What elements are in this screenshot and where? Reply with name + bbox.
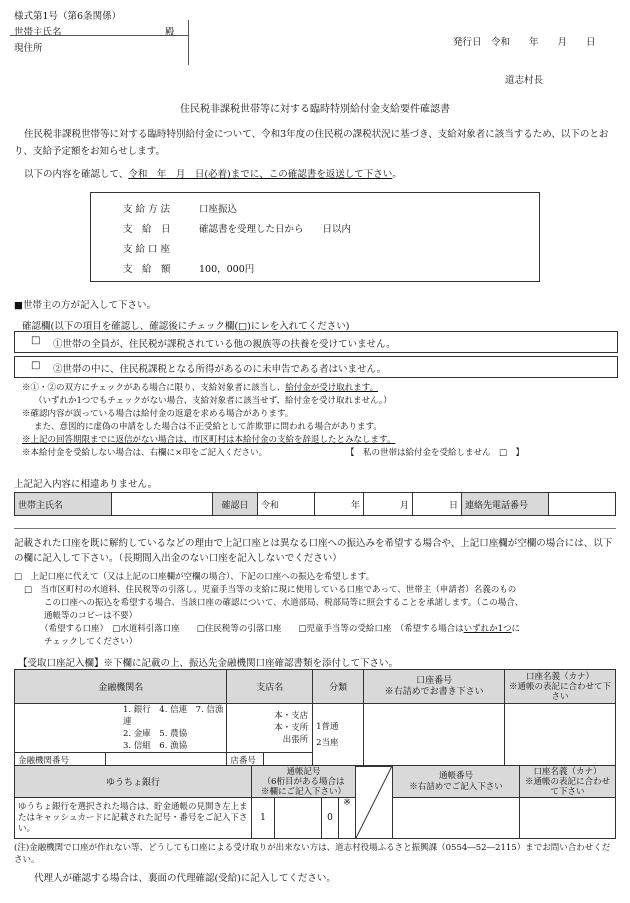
yucho-col-holder [520, 766, 616, 798]
note-3: また、意図的に虚偽の申請をした場合は不正受給として詐欺罪に問われる場合があります。 [34, 422, 382, 432]
change-option-2d[interactable] [40, 624, 520, 635]
bank-types-1: 1. 銀行 4. 信連 7. 信漁連 [123, 705, 224, 727]
check-item-1-text: ①世帯の全員が、住民税が課税されている他の親族等の扶養を受けていません。 [53, 339, 396, 350]
payment-date-value: 確認書を受理した日から 日以内 [199, 224, 352, 235]
col-account-title: 口座番号 [416, 675, 453, 686]
decline-checkbox[interactable]: 【 私の世帯は給付金を受給しません □ 】 [346, 448, 525, 458]
yucho-symbol-note1: （6桁目がある場合は [262, 776, 345, 787]
check-item-2-checkbox[interactable]: □ [31, 360, 41, 371]
option-2d-a: （希望する口座） □水道料引落口座 □住民税等の引落口座 □児童手当等の受給口座 （希望する場合は [40, 624, 464, 634]
yucho-symbol-first[interactable]: 1 [252, 798, 275, 839]
yucho-symbol-title: 通帳記号 [286, 766, 321, 777]
recipient-box-edge [188, 20, 189, 65]
change-option-2[interactable]: □ 当市区町村の水道料、住民税等の引落し、児童手当等の支給に現に使用している口座であって、世帯主（申請者）名義のもの [24, 585, 517, 595]
yucho-symbol-mark[interactable]: ※ [339, 798, 356, 839]
deadline-suffix: 。 [392, 169, 402, 180]
yucho-desc: ゆうちょ銀行を選択された場合は、貯金通帳の見開き左上またはキャッシュカードに記載された記号・番号をご記入下さい。 [15, 798, 252, 839]
yucho-symbol-middle[interactable] [275, 798, 322, 839]
payment-date-label: 支 給 日 [123, 224, 171, 235]
branch-types-1: 本・支店 [274, 711, 309, 721]
option-2d-b: に [511, 624, 521, 634]
branch-types-3: 出張所 [282, 735, 309, 745]
sign-year[interactable]: 年 [315, 493, 364, 516]
payment-info-box [90, 192, 540, 282]
branch-code-label: 店番号 [227, 753, 264, 767]
diagonal-line [356, 766, 392, 838]
account-type-options[interactable] [313, 704, 364, 767]
deadline-prefix: 以下の内容を確認して、 [24, 169, 129, 180]
yucho-number-title: 通帳番号 [438, 770, 473, 781]
deadline-text: 令和 年 月 日(必着)までに、この確認書を返送して下さい [128, 169, 393, 180]
sign-date-label: 確認日 [213, 493, 258, 516]
bank-types-3: 3. 信組 6. 漁協 [123, 741, 188, 751]
bank-types-2: 2. 金庫 5. 農協 [123, 729, 188, 739]
sign-phone-label: 連絡先電話番号 [462, 493, 549, 516]
issue-date: 発行日 令和 年 月 日 [453, 37, 596, 48]
recipient-underline [10, 35, 188, 36]
note-4: ※上記の回答期限までに返信がない場合は、市区町村は本給付金の支給を辞退したとみなします。 [22, 435, 396, 445]
footer-agent-note: 代理人が確認する場合は、裏面の代理確認(受給)に記入してください。 [34, 873, 336, 884]
yucho-number-note: ※右詰めでご記入下さい [409, 781, 503, 792]
yucho-symbol-last[interactable]: 0 [322, 798, 339, 839]
yucho-table [14, 765, 616, 839]
address-label: 現住所 [14, 43, 43, 54]
bank-type-options[interactable] [15, 704, 227, 753]
change-option-2e: チェックしてください） [44, 637, 138, 647]
section-head: ■世帯主の方が記入して下さい。 [14, 300, 156, 311]
note-1c: （いずれか1つでもチェックがない場合、支給対象者に該当せず、給付金を受け取れません。） [34, 396, 392, 406]
payment-method-label: 支 給 方 法 [123, 204, 171, 215]
check-item-1-checkbox[interactable]: □ [31, 335, 41, 346]
branch-type-options[interactable] [227, 704, 313, 753]
yucho-col-number [393, 766, 520, 798]
note-2: ※確認内容が誤っている場合は給付金の返還を求める場合があります。 [22, 409, 294, 419]
yucho-holder-note: ※通帳の表記に合わせて下さい [524, 776, 610, 797]
type-1: 1普通 [316, 722, 339, 732]
sign-day[interactable]: 日 [413, 493, 462, 516]
intro-paragraph: 住民税非課税世帯等に対する臨時特別給付金について、令和3年度の住民税の課税状況に基づき、支給対象者に該当するため、以下のとおり、支給予定額をお知らせします。 [14, 129, 609, 157]
yucho-holder-field[interactable] [520, 798, 616, 839]
sign-name-field[interactable] [112, 493, 213, 516]
yucho-col-symbol [252, 766, 356, 798]
check-item-2 [14, 356, 618, 378]
yucho-symbol-note2: ※欄にご記入下さい） [260, 786, 346, 797]
change-option-1[interactable]: □ 上記口座に代えて（又は上記の口座欄が空欄の場合）、下記の口座への振込を希望します。 [14, 572, 375, 582]
sign-row [14, 492, 616, 516]
col-account [364, 670, 505, 704]
holder-field[interactable] [505, 704, 616, 767]
recipient-label: 世帯主氏名 [14, 27, 62, 38]
note-1a: ※①・②の双方にチェックがある場合に限り、支給対象者に該当し、 [22, 383, 286, 393]
confirm-head: 確認欄(以下の項目を確認し、確認後にチェック欄(□)にレを入れてください) [22, 321, 350, 332]
note-1b: 給付金が受け取れます。 [285, 383, 379, 393]
bank-head: 【受取口座記入欄】※下欄に記載の上、振込先金融機関口座確認書類を添付して下さい。 [18, 658, 399, 669]
col-bank: 金融機関名 [15, 670, 227, 704]
intro-deadline-line [24, 166, 402, 180]
check-item-2-text: ②世帯の中に、住民税課税となる所得があるのに未申告である者はいません。 [53, 364, 387, 375]
col-branch: 支店名 [227, 670, 313, 704]
bank-table [14, 669, 616, 767]
change-paragraph: 記載された口座を既に解約しているなどの理由で上記口座とは異なる口座への振込みを希望する場合や、上記口座欄が空欄の場合には、以下の欄に記入して下さい。（長期間入出金のない口座を記入しないでください） [14, 538, 613, 564]
confirm-statement: 上記記入内容に相違ありません。 [14, 479, 158, 490]
branch-types-2: 本・支所 [274, 723, 309, 733]
yucho-number-field[interactable] [393, 798, 520, 839]
sign-month[interactable]: 月 [364, 493, 413, 516]
sign-era: 令和 [258, 493, 315, 516]
payment-method-value: 口座振込 [199, 204, 238, 215]
recipient-suffix: 殿 [165, 27, 175, 38]
payment-amount-label: 支 給 額 [123, 264, 171, 275]
type-2: 2当座 [316, 738, 339, 748]
bank-code-label: 金融機関番号 [15, 753, 106, 767]
check-item-1 [14, 331, 618, 353]
payment-account-label: 支 給 口 座 [123, 244, 171, 255]
form-number: 様式第1号（第6条関係） [14, 11, 122, 22]
note-5: ※本給付金を受給しない場合は、右欄に×印をご記入ください。 [22, 448, 268, 458]
change-option-2b: この口座への振込を希望する場合、当該口座の確認について、水道部局、税部局等に照会することを承諾します。（この場合、 [44, 598, 524, 608]
sign-phone-field[interactable] [549, 493, 616, 516]
option-2d-u: いずれか1つ [463, 624, 512, 634]
document-title: 住民税非課税世帯等に対する臨時特別給付金支給要件確認書 [180, 104, 450, 115]
col-holder-title: 口座名義（カナ） [526, 671, 595, 682]
col-holder [505, 670, 616, 704]
change-option-2c: 通帳等のコピーは不要） [44, 611, 138, 621]
col-holder-note: ※通帳の表記に合わせて下さい [509, 681, 612, 702]
yucho-col-name: ゆうちょ銀行 [15, 766, 252, 798]
note-1 [22, 383, 378, 394]
issuer: 道志村長 [505, 75, 544, 86]
yucho-divider-cell [356, 766, 393, 839]
col-type: 分類 [313, 670, 364, 704]
sign-name-label: 世帯主氏名 [15, 493, 112, 516]
payment-amount-value: 100，000円 [199, 264, 255, 275]
account-number-field[interactable] [364, 704, 505, 767]
footer-note: (注)金融機関で口座が作れない等、どうしても口座による受け取りが出来ない方は、道志村役場ふるさと振興課（0554―52―2115）までお問い合わせください。 [14, 843, 611, 865]
divider [14, 528, 616, 529]
yucho-holder-title: 口座名義（カナ） [533, 766, 602, 777]
col-account-note: ※右詰めでお書き下さい [384, 686, 484, 697]
